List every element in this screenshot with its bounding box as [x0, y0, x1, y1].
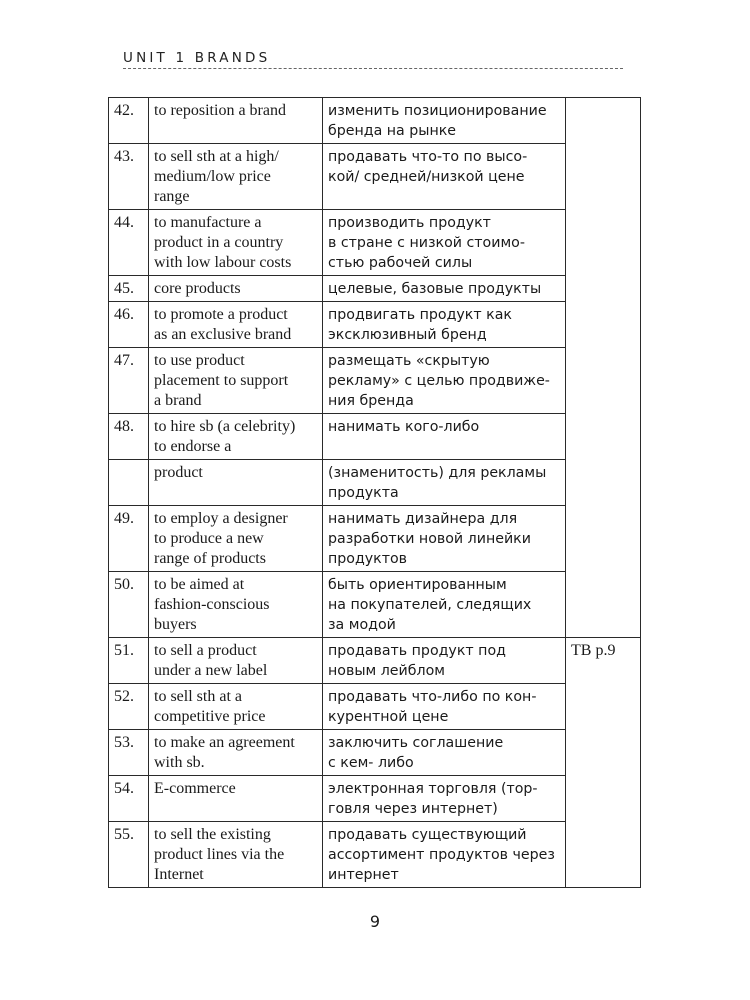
russian-translation: электронная торговля (тор- говля через интернет)	[323, 776, 566, 822]
reference-cell	[566, 98, 641, 638]
row-number: 48.	[109, 414, 149, 460]
table-row	[109, 460, 641, 506]
english-term: to employ a designer to produce a new range of products	[149, 506, 323, 572]
english-term: to sell the existing product lines via the Internet	[149, 822, 323, 888]
row-number: 47.	[109, 348, 149, 414]
page-number: 9	[369, 912, 381, 931]
row-number: 51.	[109, 638, 149, 684]
russian-translation: быть ориентированным на покупателей, следящих за модой	[323, 572, 566, 638]
english-term: to be aimed at fashion-conscious buyers	[149, 572, 323, 638]
russian-translation: продавать продукт под новым лейблом	[323, 638, 566, 684]
table-row	[109, 414, 641, 460]
row-number	[109, 460, 149, 506]
english-term: to reposition a brand	[149, 98, 323, 144]
russian-translation: заключить соглашение с кем- либо	[323, 730, 566, 776]
reference-cell: TB p.9	[566, 638, 641, 888]
russian-translation: изменить позиционирование бренда на рынке	[323, 98, 566, 144]
table-row	[109, 506, 641, 572]
table-row	[109, 302, 641, 348]
english-term: to use product placement to support a brand	[149, 348, 323, 414]
table-row	[109, 276, 641, 302]
english-term: to sell sth at a competitive price	[149, 684, 323, 730]
row-number: 52.	[109, 684, 149, 730]
english-term: to sell sth at a high/ medium/low price range	[149, 144, 323, 210]
row-number: 54.	[109, 776, 149, 822]
row-number: 50.	[109, 572, 149, 638]
russian-translation: нанимать дизайнера для разработки новой линейки продуктов	[323, 506, 566, 572]
row-number: 45.	[109, 276, 149, 302]
row-number: 42.	[109, 98, 149, 144]
russian-translation: продавать что-либо по кон- курентной цене	[323, 684, 566, 730]
table-row	[109, 572, 641, 638]
table-row	[109, 730, 641, 776]
table-row	[109, 98, 641, 144]
row-number: 44.	[109, 210, 149, 276]
table-row	[109, 638, 641, 684]
row-number: 53.	[109, 730, 149, 776]
english-term: E-commerce	[149, 776, 323, 822]
russian-translation: продавать что-то по высо- кой/ средней/низкой цене	[323, 144, 566, 210]
russian-translation: продавать существующий ассортимент продуктов через интернет	[323, 822, 566, 888]
english-term: to make an agreement with sb.	[149, 730, 323, 776]
table-row	[109, 822, 641, 888]
vocabulary-table	[108, 97, 641, 888]
english-term: to manufacture a product in a country with low labour costs	[149, 210, 323, 276]
russian-translation: производить продукт в стране с низкой стоимо- стью рабочей силы	[323, 210, 566, 276]
russian-translation: целевые, базовые продукты	[323, 276, 566, 302]
english-term: to hire sb (a celebrity) to endorse a	[149, 414, 323, 460]
row-number: 49.	[109, 506, 149, 572]
english-term: to promote a product as an exclusive brand	[149, 302, 323, 348]
row-number: 43.	[109, 144, 149, 210]
russian-translation: нанимать кого-либо	[323, 414, 566, 460]
row-number: 55.	[109, 822, 149, 888]
table-row	[109, 776, 641, 822]
russian-translation: продвигать продукт как эксклюзивный бренд	[323, 302, 566, 348]
table-row	[109, 210, 641, 276]
table-row	[109, 684, 641, 730]
row-number: 46.	[109, 302, 149, 348]
english-term: core products	[149, 276, 323, 302]
header-divider	[123, 68, 623, 69]
english-term: to sell a product under a new label	[149, 638, 323, 684]
russian-translation: размещать «скрытую рекламу» с целью продвиже- ния бренда	[323, 348, 566, 414]
running-head: UNIT 1 BRANDS	[123, 50, 271, 66]
russian-translation: (знаменитость) для рекламы продукта	[323, 460, 566, 506]
table-row	[109, 348, 641, 414]
english-term: product	[149, 460, 323, 506]
table-row	[109, 144, 641, 210]
